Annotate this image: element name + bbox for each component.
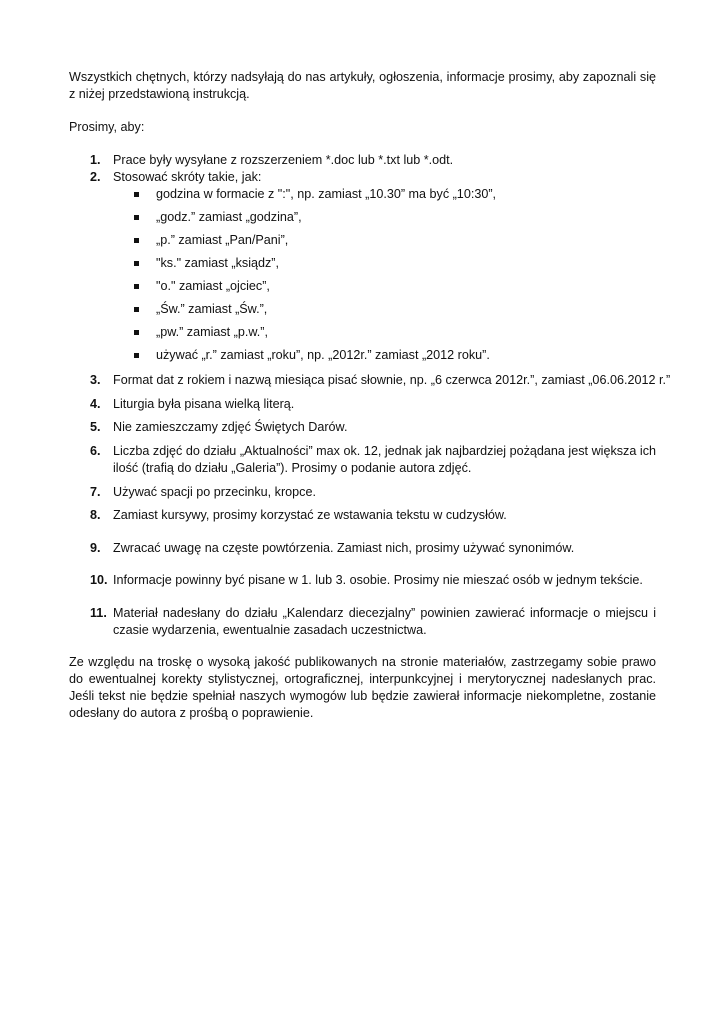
list-text: Nie zamieszczamy zdjęć Świętych Darów. xyxy=(113,420,348,434)
bullet-icon xyxy=(134,284,139,289)
bullet-text: „p.” zamiast „Pan/Pani”, xyxy=(156,233,289,247)
bullet-icon xyxy=(134,330,139,335)
list-text: Zwracać uwagę na częste powtórzenia. Zamiast nich, prosimy używać synonimów. xyxy=(113,541,575,555)
list-text: Informacje powinny być pisane w 1. lub 3. osobie. Prosimy nie mieszać osób w jednym tekście. xyxy=(113,573,643,587)
list-text: Używać spacji po przecinku, kropce. xyxy=(113,485,316,499)
list-number: 2. xyxy=(90,170,101,184)
list-text: Stosować skróty takie, jak: xyxy=(113,170,262,184)
bullet-text: „godz.” zamiast „godzina”, xyxy=(156,210,302,224)
bullet-icon xyxy=(134,192,139,197)
list-number: 5. xyxy=(90,420,101,434)
list-text: Zamiast kursywy, prosimy korzystać ze wstawania tekstu w cudzysłów. xyxy=(113,508,507,522)
outro-paragraph: Ze względu na troskę o wysoką jakość publikowanych na stronie materiałów, zastrzegamy sobie prawo do ewentualnej korekty stylistycznej, ortograficznej, interpunkcyjnej i merytorycznej nadesłanych prac. Jeśli tekst nie będzie spełniał naszych wymogów lub będzie zawierał informacje niekompletne, zostanie odesłany do autora z prośbą o poprawienie. xyxy=(69,655,656,720)
bullet-icon xyxy=(134,261,139,266)
list-number: 4. xyxy=(90,397,101,411)
bullet-text: "o." zamiast „ojciec”, xyxy=(156,279,270,293)
list-number: 10. xyxy=(90,573,108,587)
list-text: Format dat z rokiem i nazwą miesiąca pisać słownie, np. „6 czerwca 2012r.”, zamiast „06.06.2012 r.” xyxy=(113,373,671,387)
bullet-icon xyxy=(134,238,139,243)
intro-paragraph: Wszystkich chętnych, którzy nadsyłają do nas artykuły, ogłoszenia, informacje prosimy, aby zapoznali się z niżej przedstawioną instrukcją. xyxy=(69,70,656,101)
list-number: 11. xyxy=(90,606,107,620)
list-number: 8. xyxy=(90,508,101,522)
bullet-text: "ks." zamiast „ksiądz”, xyxy=(156,256,280,270)
prosimy-heading: Prosimy, aby: xyxy=(69,120,145,134)
list-number: 3. xyxy=(90,373,101,387)
bullet-text: „Św.” zamiast „Św.”, xyxy=(156,302,268,316)
list-number: 9. xyxy=(90,541,101,555)
list-text: Liturgia była pisana wielką literą. xyxy=(113,397,295,411)
bullet-icon xyxy=(134,307,139,312)
bullet-icon xyxy=(134,215,139,220)
list-number: 6. xyxy=(90,444,101,458)
bullet-text: używać „r.” zamiast „roku”, np. „2012r.” zamiast „2012 roku”. xyxy=(156,348,490,362)
list-text: Materiał nadesłany do działu „Kalendarz diecezjalny” powinien zawierać informacje o miejscu i czasie wydarzenia, ewentualnie zasadach uczestnictwa. xyxy=(113,606,656,637)
list-text: Prace były wysyłane z rozszerzeniem *.doc lub *.txt lub *.odt. xyxy=(113,153,454,167)
bullet-text: „pw.” zamiast „p.w.”, xyxy=(156,325,268,339)
bullet-text: godzina w formacie z ":", np. zamiast „10.30” ma być „10:30”, xyxy=(156,187,497,201)
list-number: 7. xyxy=(90,485,101,499)
list-text: Liczba zdjęć do działu „Aktualności” max ok. 12, jednak jak najbardziej pożądana jest większa ich ilość (trafią do działu „Galeria”). Prosimy o podanie autora zdjęć. xyxy=(113,444,656,475)
bullet-icon xyxy=(134,353,139,358)
list-number: 1. xyxy=(90,153,101,167)
